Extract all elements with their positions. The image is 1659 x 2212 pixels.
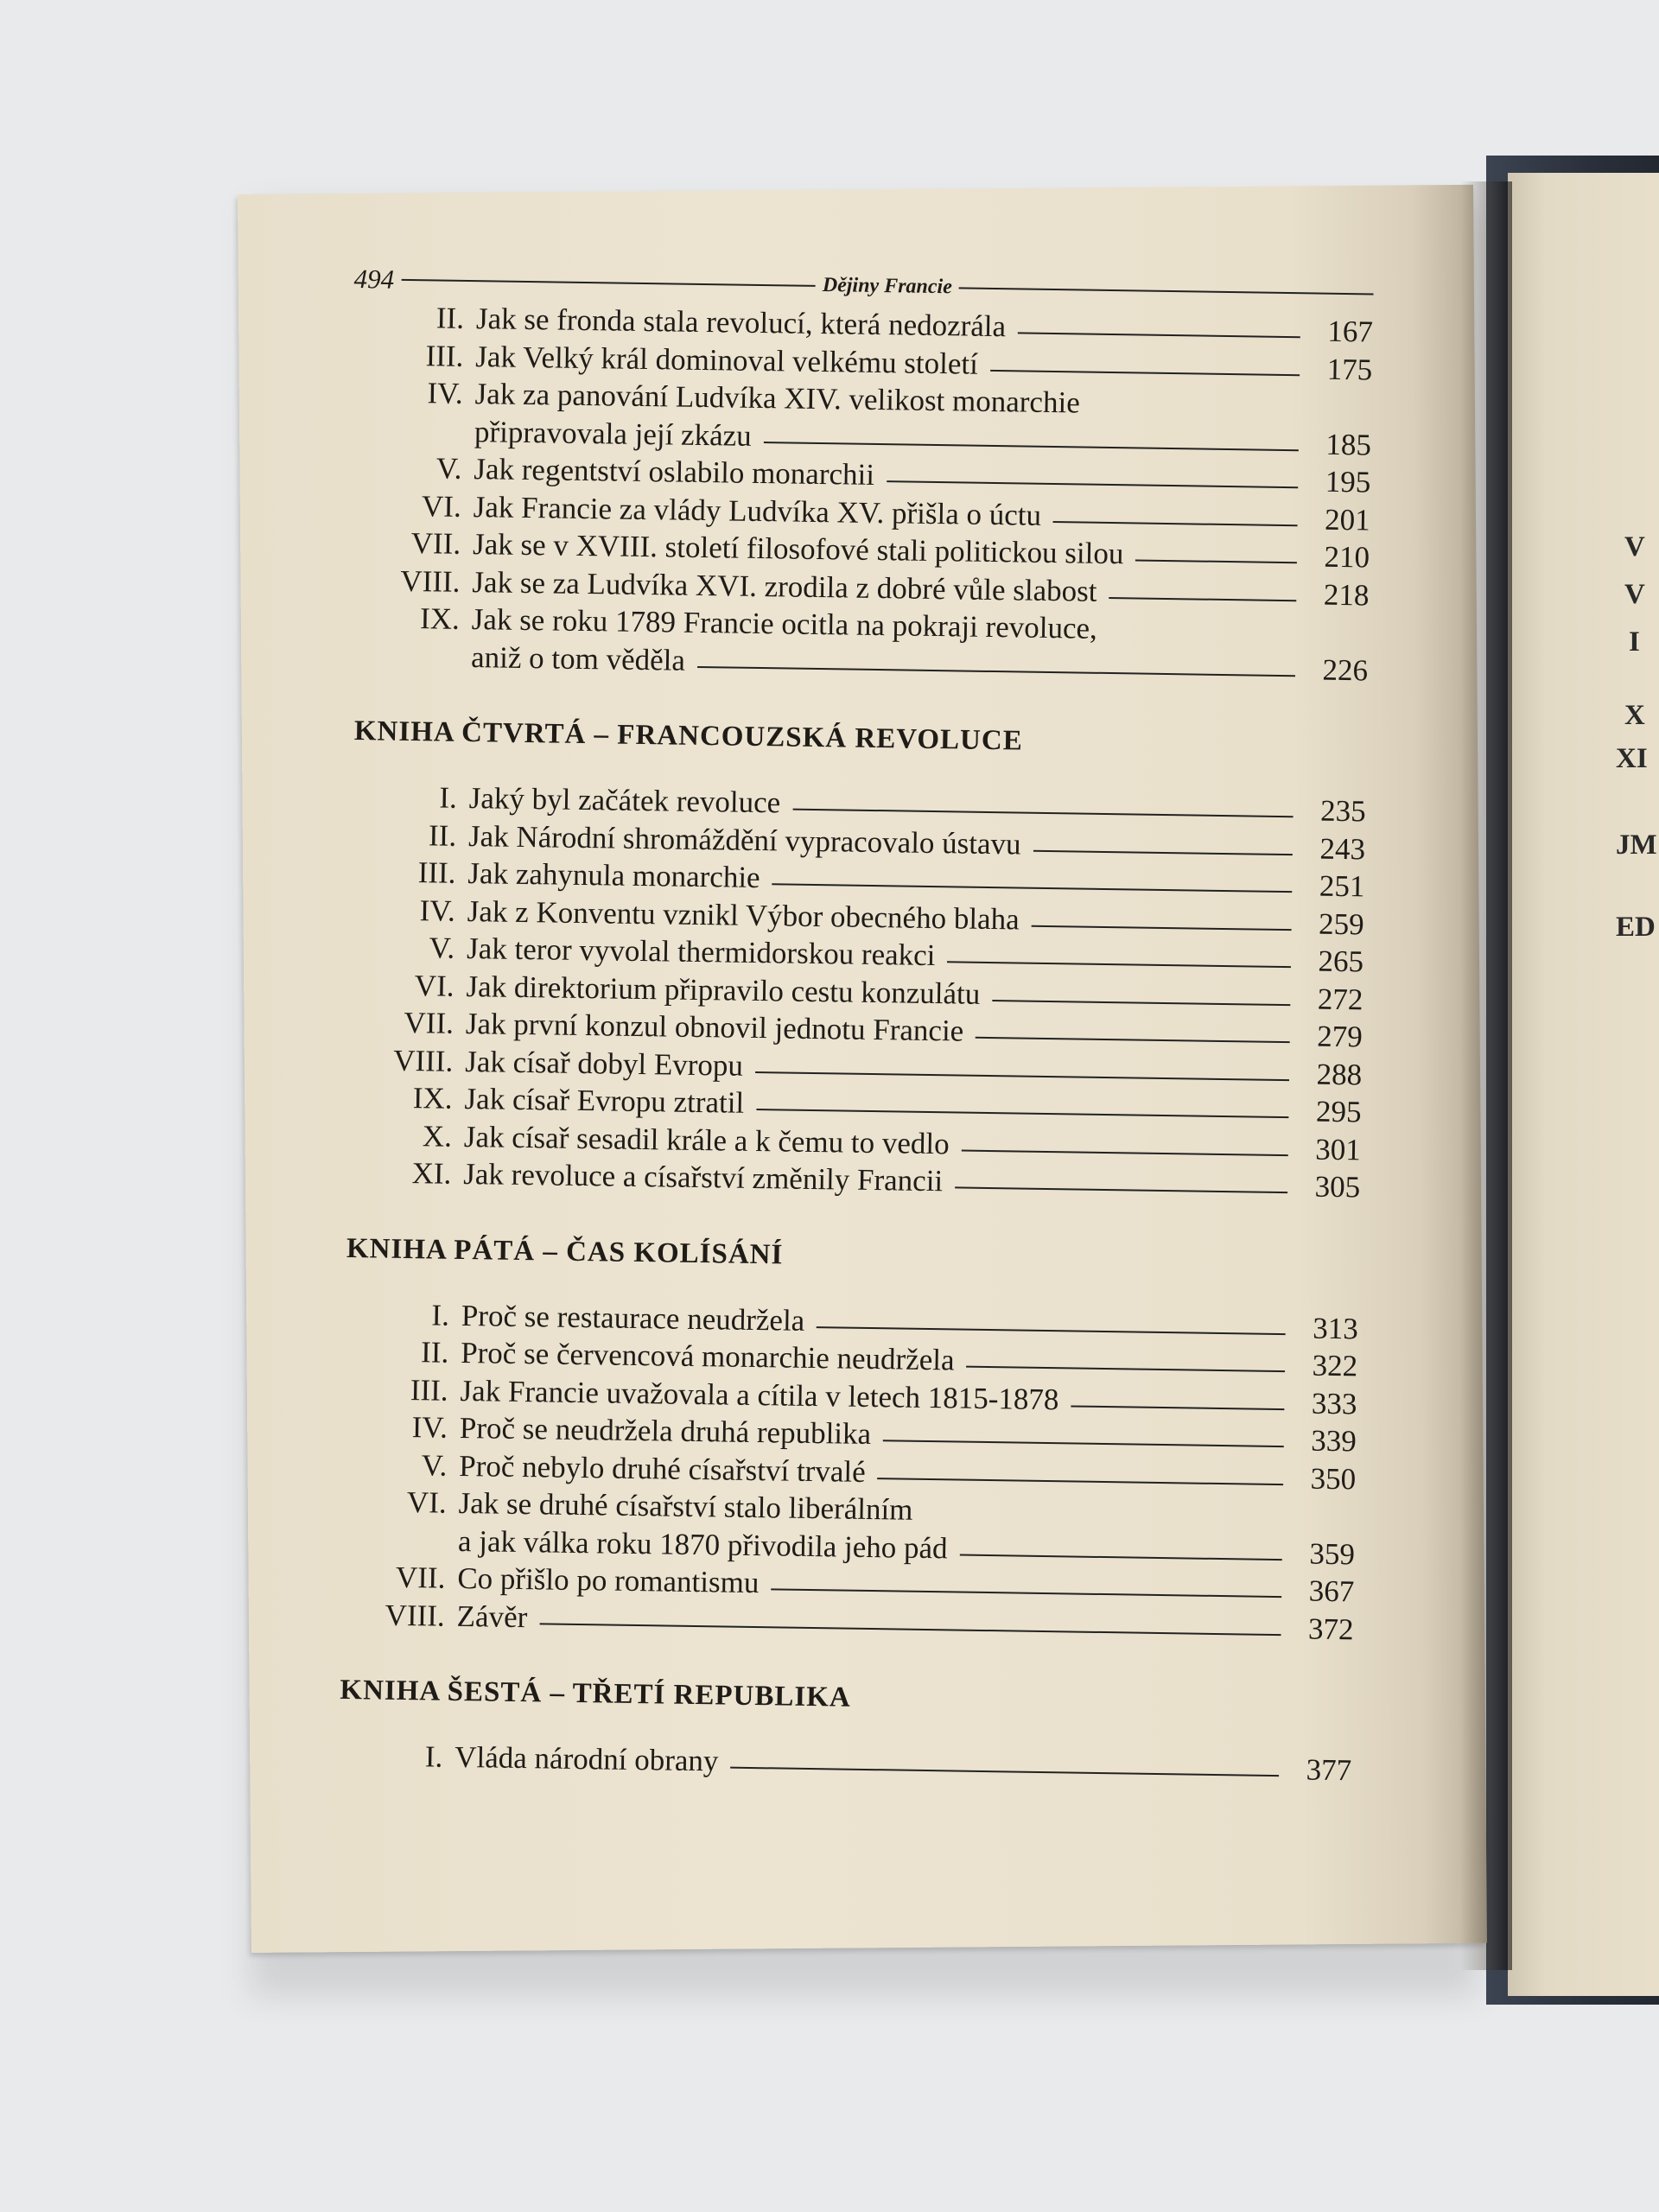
- chapter-number: VII.: [404, 1005, 454, 1040]
- chapter-number: III.: [425, 338, 464, 373]
- chapter-title: Jak se za Ludvíka XVI. zrodila z dobré vůle slabost: [472, 564, 1097, 608]
- chapter-title: Jak Francie za vlády Ludvíka XV. přišla o úctu: [473, 489, 1042, 532]
- page-ref: 185: [1325, 427, 1372, 461]
- right-page-fragment: ED: [1616, 912, 1656, 943]
- chapter-title: Jak císař Evropu ztratil: [464, 1082, 745, 1120]
- page-ref: 339: [1311, 1423, 1357, 1459]
- chapter-number: II.: [420, 1335, 449, 1370]
- chapter-number: II.: [428, 817, 457, 853]
- dot-leader: [992, 1000, 1290, 1006]
- dot-leader: [755, 1071, 1289, 1080]
- dot-leader: [1032, 925, 1292, 930]
- chapter-number: I.: [424, 1739, 443, 1774]
- right-page-fragment: XI: [1616, 743, 1648, 774]
- chapter-number: V.: [435, 451, 462, 486]
- chapter-title: Jak císař dobyl Evropu: [464, 1044, 744, 1083]
- chapter-title: Jak Národní shromáždění vypracovalo ústavu: [467, 818, 1021, 861]
- dot-leader: [817, 1326, 1286, 1335]
- dot-leader: [1033, 849, 1293, 855]
- dot-leader: [793, 809, 1294, 818]
- page-ref: 305: [1314, 1169, 1361, 1205]
- toc-section-book4: [340, 778, 1366, 1206]
- dot-leader: [1053, 521, 1298, 526]
- page-ref: 288: [1316, 1057, 1363, 1091]
- page-ref: 313: [1312, 1311, 1359, 1345]
- head-rule: [959, 287, 1374, 295]
- dot-leader: [955, 1186, 1287, 1193]
- chapter-number: VI.: [421, 488, 462, 524]
- chapter-title: Jak Velký král dominoval velkému století: [475, 339, 979, 381]
- page-ref: 322: [1312, 1348, 1358, 1383]
- chapter-title: Co přišlo po romantismu: [457, 1560, 760, 1600]
- chapter-number: V.: [429, 931, 455, 965]
- toc-section-continued: [348, 298, 1373, 689]
- chapter-title: Jak se druhé císařství stalo liberálním: [458, 1485, 913, 1527]
- chapter-title: Jak Francie uvažovala a cítila v letech 1815-1878: [460, 1373, 1059, 1416]
- chapter-title: Jak revoluce a císařství změnily Francii: [463, 1156, 944, 1198]
- page-ref: 235: [1319, 793, 1366, 829]
- dot-leader: [1018, 332, 1300, 338]
- dot-leader: [771, 1588, 1281, 1598]
- section-title-book6: KNIHA ŠESTÁ – TŘETÍ REPUBLIKA: [340, 1674, 852, 1713]
- page-ref: 333: [1311, 1386, 1357, 1421]
- book-gutter: [1460, 181, 1512, 1970]
- dot-leader: [883, 1440, 1284, 1447]
- dot-leader: [960, 1554, 1282, 1560]
- dot-leader: [730, 1767, 1279, 1777]
- chapter-number: VI.: [406, 1485, 447, 1520]
- chapter-number: VIII.: [400, 563, 461, 599]
- chapter-title: Proč nebylo druhé císařství trvalé: [459, 1448, 866, 1489]
- page-ref: 301: [1315, 1132, 1362, 1166]
- running-title: Dějiny Francie: [822, 274, 953, 299]
- section-title-book4: KNIHA ČTVRTÁ – FRANCOUZSKÁ REVOLUCE: [353, 715, 1024, 757]
- table-of-contents: [332, 259, 1374, 1789]
- chapter-title: Jak direktorium připravilo cestu konzulátu: [466, 969, 981, 1011]
- right-page-fragment: JM: [1616, 830, 1657, 861]
- page-ref: 195: [1325, 464, 1371, 499]
- page-ref: 201: [1324, 502, 1370, 537]
- right-page-fragment: I: [1629, 626, 1640, 658]
- chapter-title: Jak se roku 1789 Francie ocitla na pokraji revoluce,: [471, 602, 1098, 645]
- chapter-title: Jak první konzul obnovil jednotu Francie: [465, 1007, 964, 1048]
- chapter-number: VII.: [395, 1560, 446, 1595]
- chapter-title: Jak z Konventu vznikl Výbor obecného blaha: [467, 893, 1020, 936]
- chapter-number: IV.: [411, 1410, 448, 1445]
- page-number: 494: [353, 263, 395, 295]
- chapter-number: XI.: [411, 1156, 452, 1191]
- chapter-number: IX.: [419, 601, 461, 636]
- dot-leader: [877, 1478, 1283, 1485]
- dot-leader: [966, 1366, 1285, 1372]
- toc-section-book5: [334, 1294, 1358, 1648]
- chapter-title: Vláda národní obrany: [454, 1739, 719, 1778]
- dot-leader: [962, 1149, 1288, 1156]
- dot-leader: [764, 442, 1299, 451]
- chapter-number: I.: [439, 780, 458, 815]
- chapter-title: aniž o tom věděla: [470, 639, 686, 677]
- right-page-fragment: V: [1624, 579, 1645, 610]
- page-ref: 372: [1307, 1611, 1354, 1646]
- chapter-number: II.: [435, 301, 465, 335]
- page-ref: 265: [1318, 944, 1364, 979]
- chapter-number: VIII.: [392, 1043, 454, 1078]
- chapter-number: I.: [431, 1297, 450, 1332]
- chapter-title: Jak císař sesadil krále a k čemu to vedlo: [463, 1119, 950, 1160]
- chapter-number: III.: [410, 1372, 448, 1408]
- chapter-title: Jak za panování Ludvíka XIV. velikost monarchie: [474, 377, 1081, 420]
- page-ref: 210: [1324, 539, 1370, 575]
- page-ref: 350: [1310, 1461, 1357, 1496]
- chapter-title: Proč se restaurace neudržela: [461, 1298, 805, 1338]
- chapter-title: Proč se neudržela druhá republika: [459, 1410, 872, 1452]
- page-ref: 243: [1319, 831, 1366, 866]
- chapter-number: III.: [417, 855, 456, 890]
- chapter-title: Proč se červencová monarchie neudržela: [460, 1335, 955, 1377]
- page-ref: 226: [1322, 652, 1369, 687]
- page-ref: 175: [1326, 352, 1373, 386]
- dot-leader: [887, 480, 1298, 488]
- chapter-number: IV.: [427, 376, 463, 410]
- page-ref: 367: [1308, 1573, 1355, 1609]
- section-title-book5: KNIHA PÁTÁ – ČAS KOLÍSÁNÍ: [346, 1232, 784, 1270]
- chapter-title: Jak teror vyvolal thermidorskou reakci: [466, 931, 936, 973]
- page-ref: 377: [1306, 1752, 1352, 1788]
- chapter-title: Jak regentství oslabilo monarchii: [474, 452, 875, 492]
- dot-leader: [990, 369, 1300, 375]
- chapter-number: X.: [422, 1118, 453, 1154]
- right-page: [1508, 173, 1659, 1996]
- chapter-number: IX.: [412, 1081, 453, 1116]
- dot-leader: [540, 1623, 1281, 1636]
- chapter-number: VII.: [410, 526, 461, 561]
- chapter-number: V.: [421, 1447, 448, 1483]
- dot-leader: [1135, 559, 1297, 563]
- page-ref: 295: [1315, 1094, 1362, 1129]
- right-page-fragment: X: [1624, 700, 1645, 731]
- dot-leader: [772, 883, 1292, 893]
- chapter-title: Jak zahynula monarchie: [467, 856, 760, 895]
- dot-leader: [756, 1109, 1288, 1118]
- page-ref: 251: [1319, 868, 1365, 904]
- chapter-title: a jak válka roku 1870 přivodila jeho pád: [457, 1523, 948, 1565]
- page-ref: 167: [1327, 314, 1374, 349]
- page-ref: 279: [1316, 1019, 1363, 1054]
- chapter-number: VIII.: [385, 1598, 446, 1633]
- chapter-title: připravovala její zkázu: [474, 414, 753, 453]
- chapter-number: IV.: [419, 893, 456, 928]
- dot-leader: [947, 961, 1291, 968]
- chapter-number: VI.: [414, 968, 454, 1003]
- right-page-fragment: V: [1624, 531, 1645, 563]
- page-ref: 359: [1309, 1536, 1356, 1571]
- chapter-title: Jak se fronda stala revolucí, která nedozrála: [475, 302, 1007, 344]
- dot-leader: [1109, 596, 1296, 601]
- head-rule: [401, 278, 816, 286]
- chapter-title: Závěr: [456, 1599, 528, 1634]
- page-ref: 259: [1318, 906, 1365, 941]
- page-ref: 272: [1317, 982, 1363, 1016]
- chapter-title: Jak se v XVIII. století filosofové stali politickou silou: [472, 527, 1124, 571]
- dot-leader: [976, 1037, 1290, 1043]
- dot-leader: [697, 665, 1295, 676]
- page-ref: 218: [1323, 577, 1370, 612]
- chapter-title: Jaký byl začátek revoluce: [468, 781, 781, 820]
- dot-leader: [1071, 1405, 1284, 1410]
